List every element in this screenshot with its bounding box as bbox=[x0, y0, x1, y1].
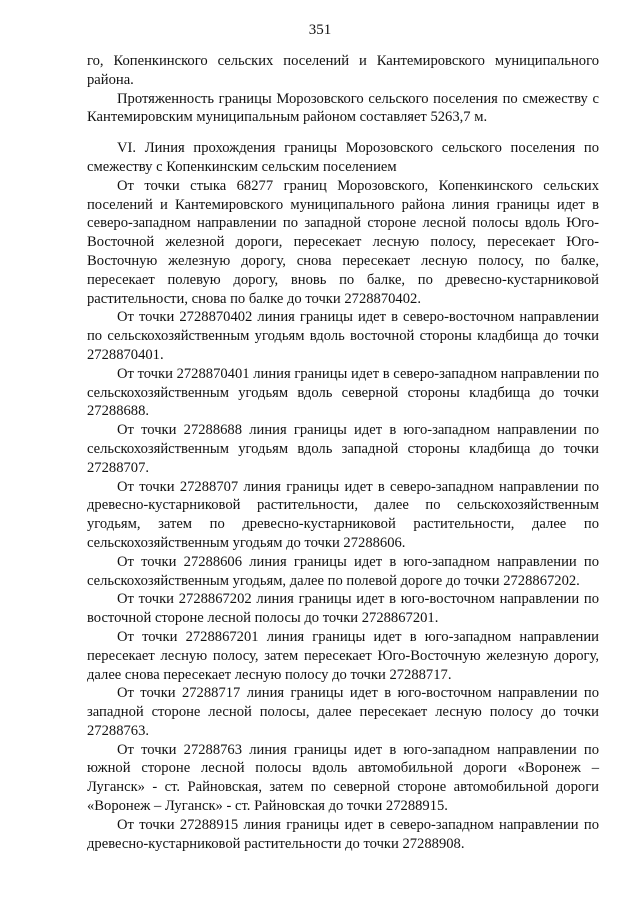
paragraph-border-length: Протяженность границы Морозовского сельского поселения по смежеству с Кантемировским муниципальным районом составляет 5263,7 м. bbox=[87, 90, 599, 126]
paragraph: От точки 27288915 линия границы идет в северо-западном направлении по древесно-кустарниковой растительности до точки 27288908. bbox=[87, 816, 599, 852]
paragraph: От точки 2728867202 линия границы идет в юго-восточном направлении по восточной стороне лесной полосы до точки 2728867201. bbox=[87, 591, 599, 627]
paragraph: От точки 27288717 линия границы идет в юго-восточном направлении по западной стороне лесной полосы, далее пересекает лесную полосу до точки 27288763. bbox=[87, 685, 599, 739]
paragraph: От точки 27288707 линия границы идет в северо-западном направлении по древесно-кустарниковой растительности, далее по сельскохозяйственным угодьям, затем по древесно-кустарниковой растительности, далее по сельскохозяйственным угодьям до точки 27288606. bbox=[87, 478, 599, 551]
paragraph: От точки 2728870401 линия границы идет в северо-западном направлении по сельскохозяйственным угодьям вдоль северной стороны кладбища до точки 27288688. bbox=[87, 365, 599, 420]
paragraph: От точки 27288763 линия границы идет в юго-западном направлении по южной стороне лесной полосы вдоль автомобильной дороги «Воронеж – Луганск» - ст. Райновская, затем по северной стороне автомобильной дороги «Воронеж – Луганск» - ст. Райновская до точки 27288915. bbox=[87, 741, 599, 815]
document-body bbox=[87, 52, 599, 853]
section-heading: VI. Линия прохождения границы Морозовского сельского поселения по смежеству с Копенкинским сельским поселением bbox=[87, 140, 599, 175]
paragraph: От точки 27288688 линия границы идет в юго-западном направлении по сельскохозяйственным угодьям вдоль западной стороны кладбища до точки 27288707. bbox=[87, 422, 599, 476]
paragraph: От точки 27288606 линия границы идет в юго-западном направлении по сельскохозяйственным угодьям, далее по полевой дороге до точки 2728867202. bbox=[87, 553, 599, 589]
paragraph: От точки стыка 68277 границ Морозовского, Копенкинского сельских поселений и Кантемировского муниципального района линия границы идет в северо-западном направлении по западной стороне лесной полосы вдоль Юго-Восточной железной дороги, пересекает лесную полосу, пересекает Юго-Восточную железную дорогу, снова пересекает лесную полосу, по балке, пересекает полевую дорогу, вновь по балке, по древесно-кустарниковой растительности, снова по балке до точки 2728870402. bbox=[87, 177, 599, 307]
page-number: 351 bbox=[308, 22, 332, 38]
paragraph: От точки 2728867201 линия границы идет в юго-западном направлении пересекает лесную полосу, затем пересекает Юго-Восточную железную дорогу, далее снова пересекает лесную полосу до точки 27288717. bbox=[87, 628, 599, 683]
paragraph-continuation: го, Копенкинского сельских поселений и Кантемировского муниципального района. bbox=[87, 53, 599, 88]
paragraph: От точки 2728870402 линия границы идет в северо-восточном направлении по сельскохозяйственным угодьям вдоль восточной стороны кладбища до точки 2728870401. bbox=[87, 309, 599, 363]
